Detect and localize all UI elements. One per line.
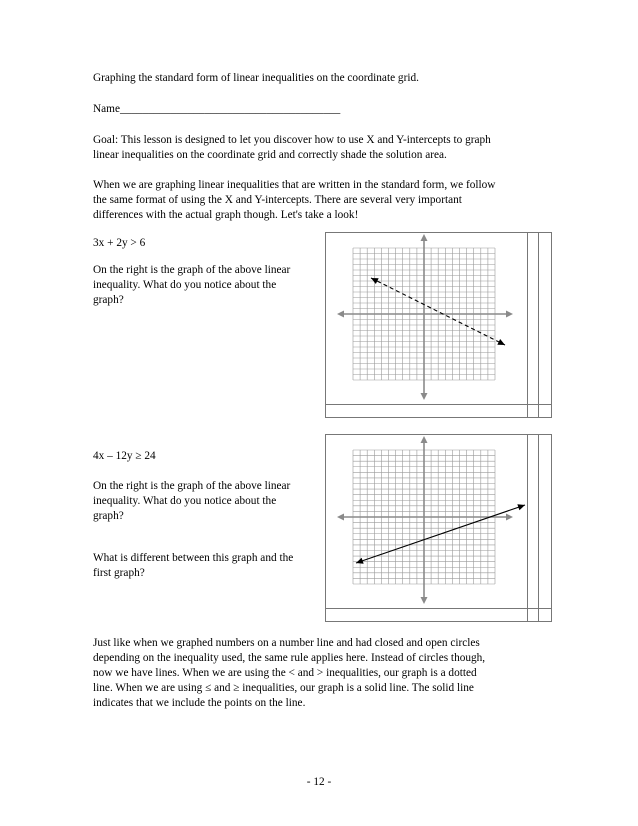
graph-solid-line — [325, 434, 552, 622]
example2-question: On the right is the graph of the above linear inequality. What do you notice about the graph? — [93, 480, 291, 522]
graph-dashed-line — [325, 232, 552, 418]
line-arrowhead — [517, 504, 525, 510]
page-number: - 12 - — [306, 776, 332, 788]
y-axis-bottom-arrow — [421, 393, 428, 400]
y-axis-bottom-arrow — [421, 597, 428, 604]
example1-question: On the right is the graph of the above linear inequality. What do you notice about the graph? — [93, 264, 291, 306]
name-field[interactable]: Name_______________________________________ — [93, 103, 341, 115]
goal-paragraph: Goal: This lesson is designed to let you discover how to use X and Y-intercepts to graph linear inequalities on the coordinate grid and correctly shade the solution area. — [93, 134, 491, 161]
coordinate-grid — [325, 434, 552, 622]
example2-compare-question: What is different between this graph and the first graph? — [93, 552, 294, 579]
conclusion-paragraph: Just like when we graphed numbers on a number line and had closed and open circles depending on the inequality used, the same rule applies here. Instead of circles though, now we have lines. When we are using the < and > inequalities, our graph is a dotted line. When we are using ≤ and ≥ inequalities, our graph is a solid line. The solid line indicates that we include the points on the line. — [93, 637, 486, 709]
y-axis-top-arrow — [421, 234, 428, 241]
coordinate-grid — [325, 232, 552, 418]
intro-paragraph: When we are graphing linear inequalities that are written in the standard form, we follow the same format of using the X and Y-intercepts. There are several very important differences with the actual graph though. Let's take a look! — [93, 179, 496, 221]
x-axis-right-arrow — [506, 311, 513, 318]
y-axis-top-arrow — [421, 436, 428, 443]
example1-inequality: 3x + 2y > 6 — [93, 237, 146, 249]
example2-inequality: 4x – 12y ≥ 24 — [93, 450, 156, 462]
x-axis-left-arrow — [337, 311, 344, 318]
worksheet-title: Graphing the standard form of linear inequalities on the coordinate grid. — [93, 72, 419, 84]
x-axis-right-arrow — [506, 514, 513, 521]
x-axis-left-arrow — [337, 514, 344, 521]
